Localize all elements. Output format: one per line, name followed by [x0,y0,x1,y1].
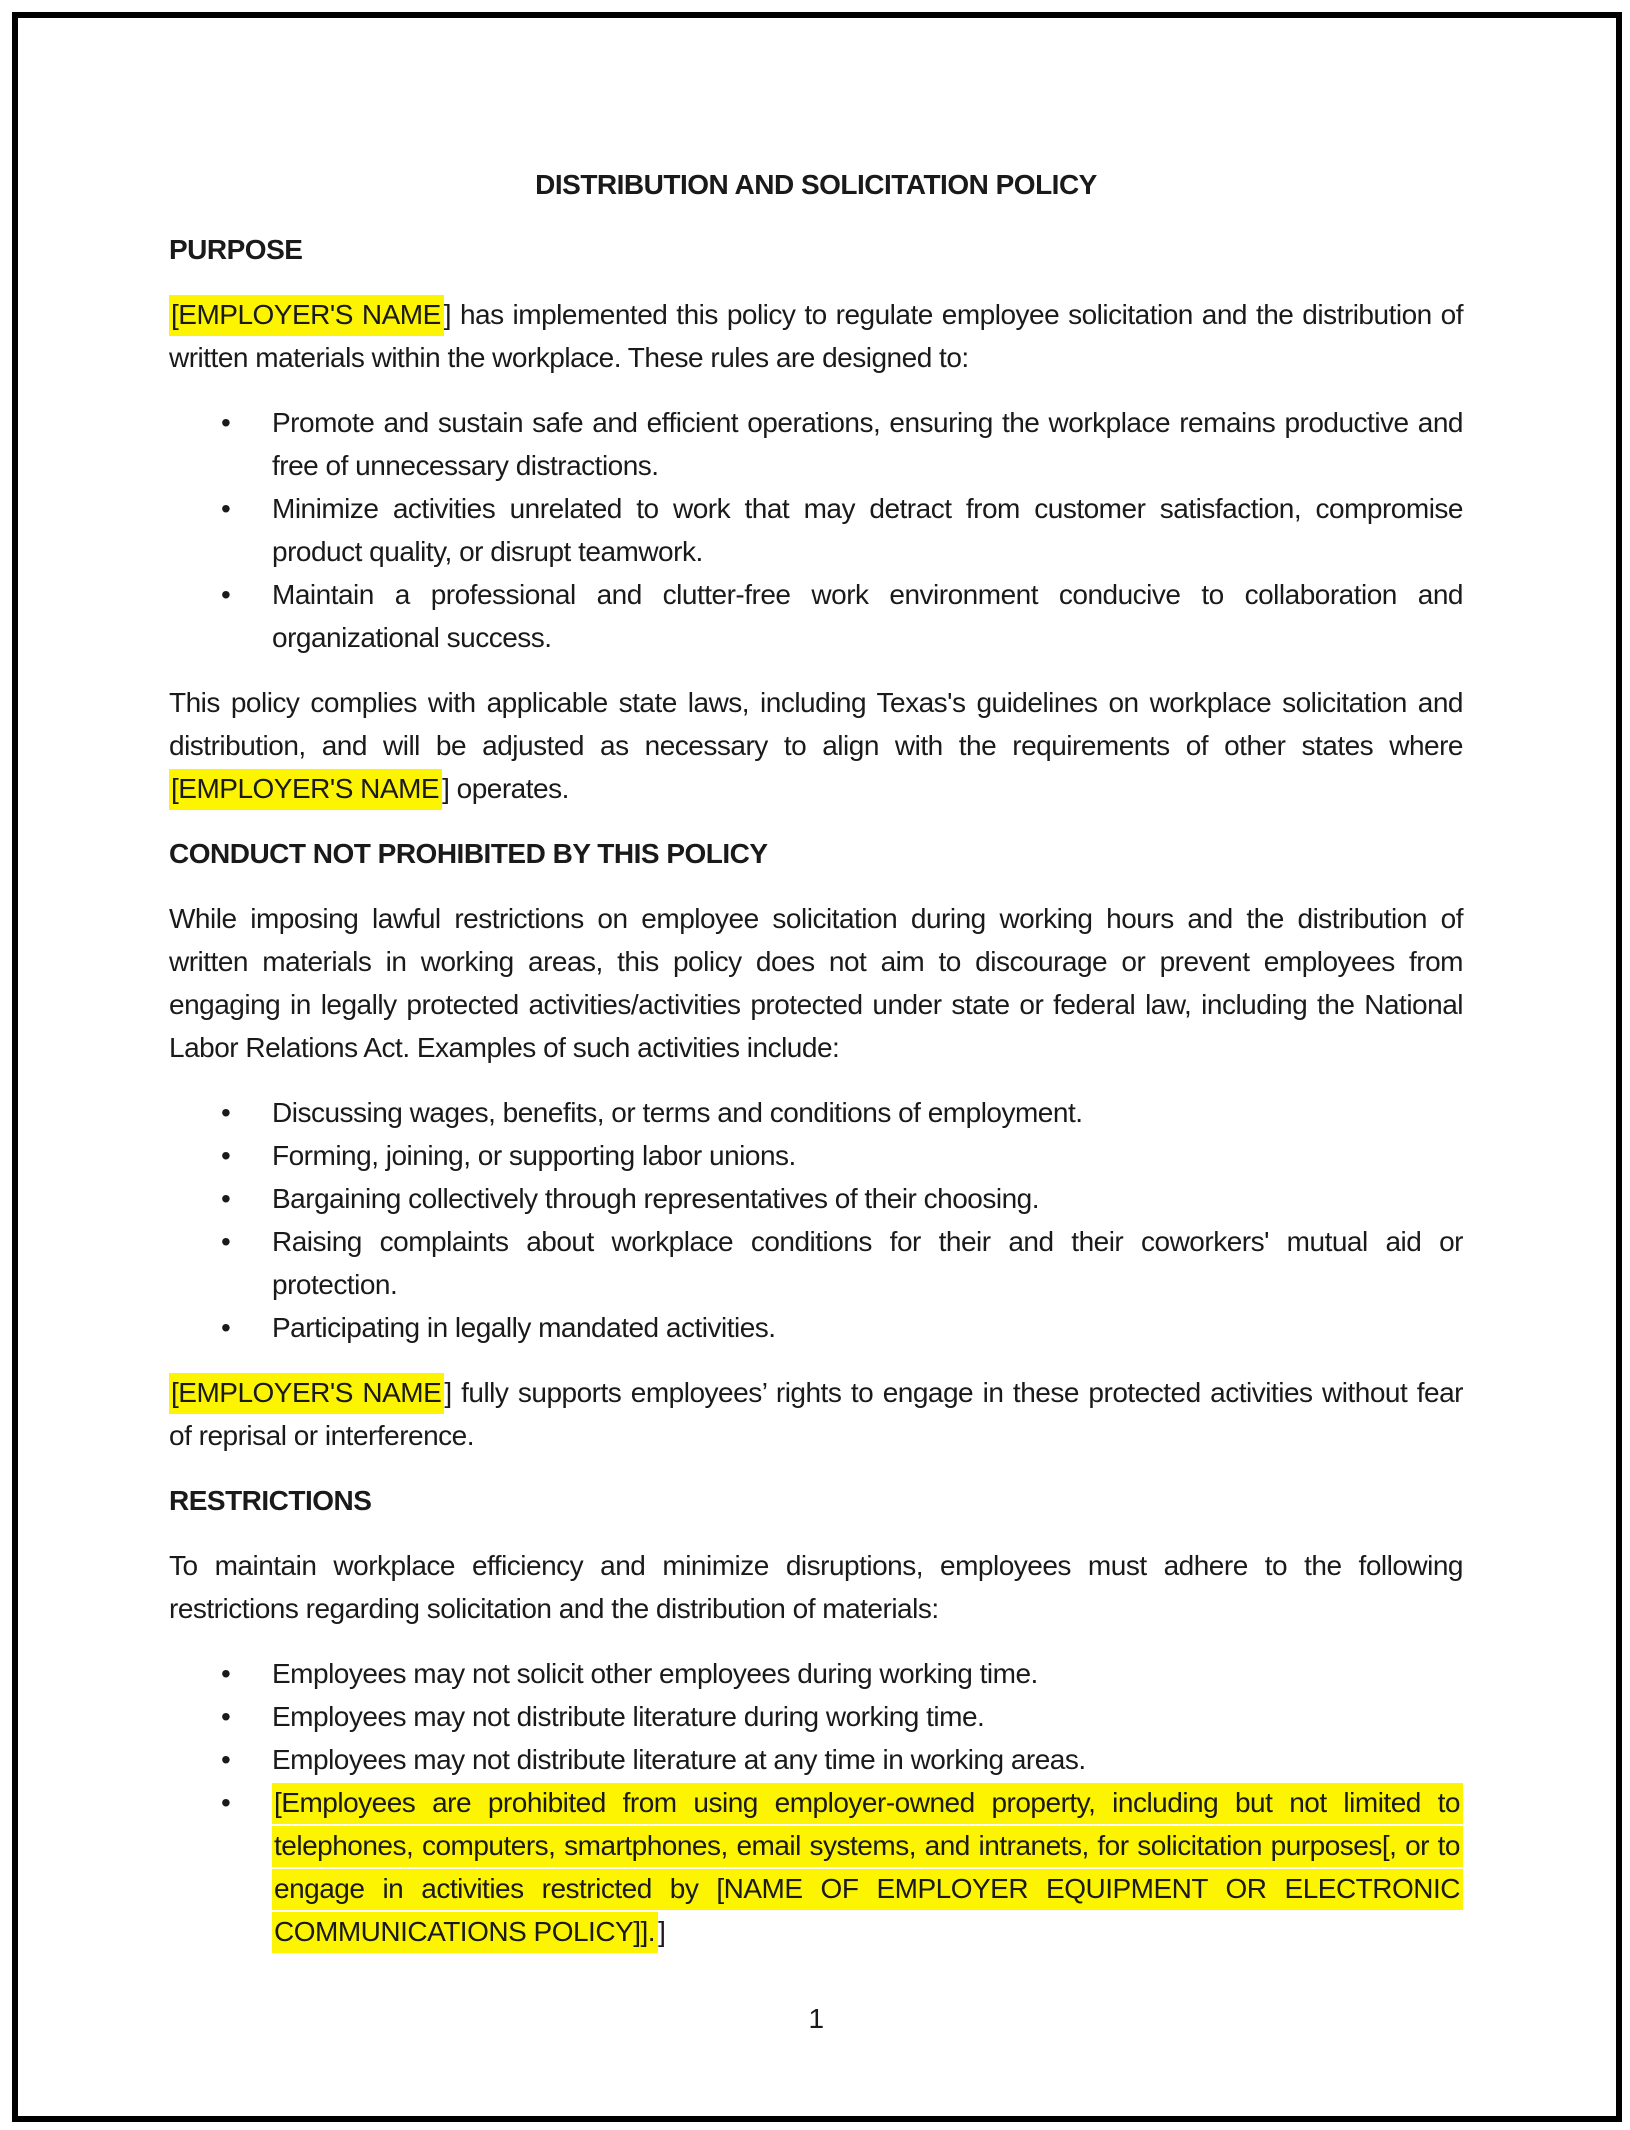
paragraph-text: ] fully supports employees’ rights to engage in these protected activities without fear of reprisal or interference. [169,1377,1464,1451]
page-content [18,18,1616,2116]
conduct-intro-paragraph: While imposing lawful restrictions on employee solicitation during working hours and the distribution of written materials in working areas, this policy does not aim to discourage or prevent employees from engaging in legally protected activities/activities protected under state or federal law, including the National Labor Relations Act. Examples of such activities include: [169,903,1463,1063]
list-item: • Raising complaints about workplace conditions for their and their coworkers' mutual aid or protection. [272,1220,1463,1306]
conduct-bullet-list [169,1091,1463,1349]
list-item: • Bargaining collectively through representatives of their choosing. [272,1177,1463,1220]
highlighted-clause-placeholder: [Employees are prohibited from using employer-owned property, including but not limited to telephones, computers, smartphones, email systems, and intranets, for solicitation purposes[, or to engage in activities restricted by [NAME OF EMPLOYER EQUIPMENT OR ELECTRONIC COMMUNICATIONS POLICY]]. [272,1783,1463,1953]
employer-name-placeholder: [EMPLOYER'S NAME [169,1373,444,1414]
list-item: • Maintain a professional and clutter-free work environment conducive to collaboration and organizational success. [272,573,1463,659]
list-item: • Employees may not distribute literature during working time. [272,1695,1463,1738]
purpose-bullet-list [169,401,1463,659]
paragraph-text: ] [658,1916,666,1947]
restrictions-bullet-list [169,1652,1463,1953]
paragraph-text: ] has implemented this policy to regulate employee solicitation and the distribution of written materials within the workplace. These rules are designed to: [169,299,1464,373]
support-paragraph [169,1371,1463,1457]
paragraph-text: This policy complies with applicable state laws, including Texas's guidelines on workplace solicitation and distribution, and will be adjusted as necessary to align with the requirements of other states where [169,687,1463,761]
employer-name-placeholder: [EMPLOYER'S NAME [169,295,444,336]
restrictions-heading: RESTRICTIONS [169,1485,372,1516]
conduct-heading: CONDUCT NOT PROHIBITED BY THIS POLICY [169,838,768,869]
restrictions-intro-paragraph: To maintain workplace efficiency and minimize disruptions, employees must adhere to the following restrictions regarding solicitation and the distribution of materials: [169,1550,1463,1624]
list-item: • Promote and sustain safe and efficient operations, ensuring the workplace remains productive and free of unnecessary distractions. [272,401,1463,487]
paragraph-text: ] operates. [442,773,569,804]
page-border [12,12,1622,2122]
compliance-paragraph [169,681,1463,810]
list-item: • Minimize activities unrelated to work that may detract from customer satisfaction, compromise product quality, or disrupt teamwork. [272,487,1463,573]
list-item: • Participating in legally mandated activities. [272,1306,1463,1349]
document-title: DISTRIBUTION AND SOLICITATION POLICY [535,169,1097,200]
list-item: • Discussing wages, benefits, or terms and conditions of employment. [272,1091,1463,1134]
page-number: 1 [808,2003,824,2034]
employer-name-placeholder: [EMPLOYER'S NAME [169,769,442,810]
purpose-heading: PURPOSE [169,234,303,265]
list-item-highlighted [272,1781,1463,1953]
list-item: • Employees may not distribute literature at any time in working areas. [272,1738,1463,1781]
list-item: • Forming, joining, or supporting labor unions. [272,1134,1463,1177]
purpose-intro-paragraph [169,293,1463,379]
list-item: • Employees may not solicit other employees during working time. [272,1652,1463,1695]
